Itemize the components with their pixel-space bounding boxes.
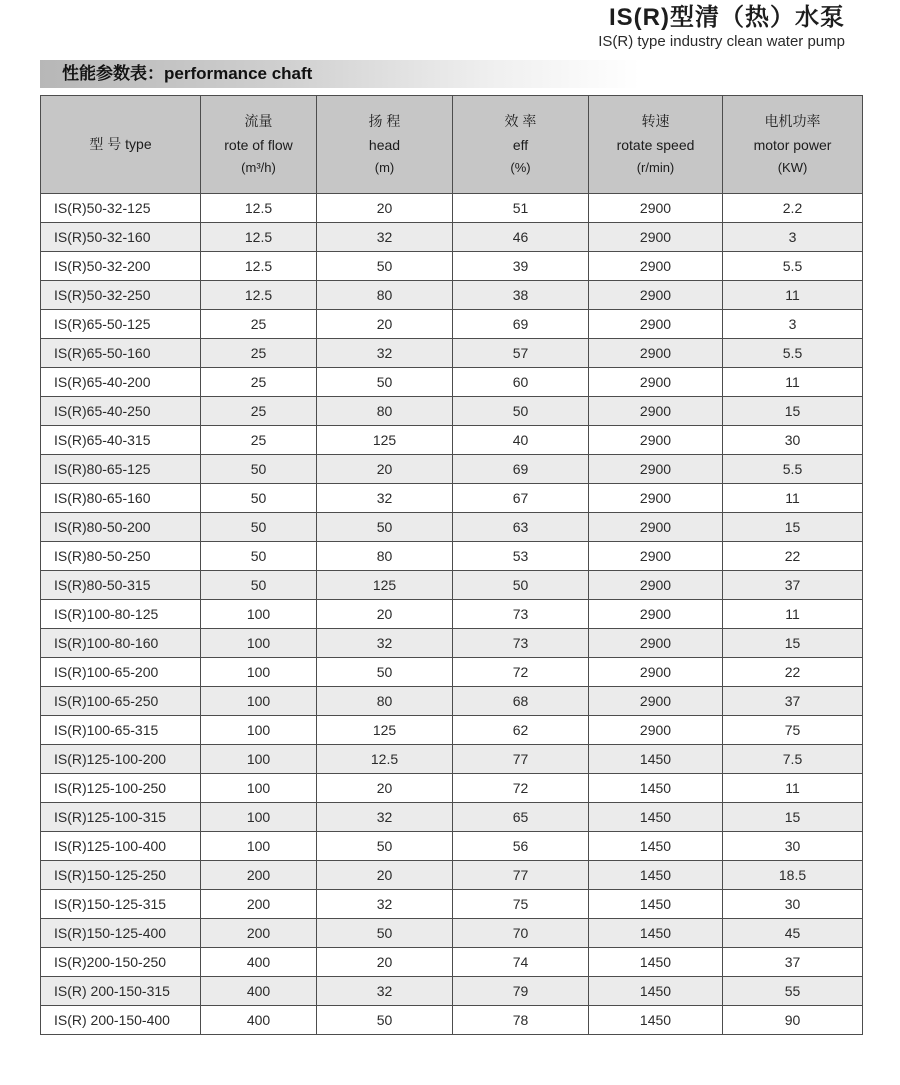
cell-model: IS(R)80-50-315	[41, 570, 201, 599]
cell-flow: 100	[201, 715, 317, 744]
cell-flow: 200	[201, 860, 317, 889]
cell-head: 20	[317, 193, 453, 222]
cell-power: 11	[723, 367, 863, 396]
table-row	[41, 309, 863, 338]
table-row	[41, 222, 863, 251]
cell-flow: 100	[201, 628, 317, 657]
cell-flow: 400	[201, 947, 317, 976]
table-row	[41, 976, 863, 1005]
cell-power: 22	[723, 541, 863, 570]
cell-eff: 67	[453, 483, 589, 512]
cell-head: 32	[317, 802, 453, 831]
cell-speed: 2900	[589, 715, 723, 744]
cell-power: 11	[723, 280, 863, 309]
cell-flow: 12.5	[201, 280, 317, 309]
table-row	[41, 367, 863, 396]
cell-flow: 100	[201, 773, 317, 802]
cell-eff: 70	[453, 918, 589, 947]
cell-power: 30	[723, 425, 863, 454]
cell-eff: 74	[453, 947, 589, 976]
cell-eff: 62	[453, 715, 589, 744]
cell-speed: 2900	[589, 367, 723, 396]
cell-speed: 1450	[589, 1005, 723, 1034]
cell-flow: 25	[201, 396, 317, 425]
cell-speed: 2900	[589, 599, 723, 628]
table-row	[41, 251, 863, 280]
cell-eff: 39	[453, 251, 589, 280]
cell-flow: 12.5	[201, 222, 317, 251]
cell-speed: 2900	[589, 425, 723, 454]
cell-power: 18.5	[723, 860, 863, 889]
table-header	[41, 95, 863, 193]
cell-head: 32	[317, 976, 453, 1005]
cell-power: 15	[723, 628, 863, 657]
cell-eff: 50	[453, 570, 589, 599]
table-row	[41, 657, 863, 686]
cell-speed: 2900	[589, 483, 723, 512]
cell-eff: 77	[453, 744, 589, 773]
table-row	[41, 947, 863, 976]
cell-model: IS(R)100-80-160	[41, 628, 201, 657]
cell-eff: 40	[453, 425, 589, 454]
cell-power: 11	[723, 483, 863, 512]
cell-flow: 50	[201, 570, 317, 599]
cell-flow: 100	[201, 657, 317, 686]
cell-model: IS(R) 200-150-315	[41, 976, 201, 1005]
cell-head: 125	[317, 715, 453, 744]
cell-flow: 25	[201, 338, 317, 367]
table-row	[41, 802, 863, 831]
cell-speed: 1450	[589, 831, 723, 860]
cell-model: IS(R)80-50-250	[41, 541, 201, 570]
cell-head: 20	[317, 860, 453, 889]
table-row	[41, 280, 863, 309]
cell-power: 37	[723, 947, 863, 976]
cell-head: 50	[317, 918, 453, 947]
cell-eff: 68	[453, 686, 589, 715]
cell-eff: 75	[453, 889, 589, 918]
cell-eff: 69	[453, 309, 589, 338]
cell-eff: 78	[453, 1005, 589, 1034]
cell-head: 50	[317, 251, 453, 280]
cell-speed: 2900	[589, 338, 723, 367]
cell-model: IS(R)150-125-315	[41, 889, 201, 918]
col-header-power-en: motor power	[753, 137, 832, 154]
cell-model: IS(R)65-50-160	[41, 338, 201, 367]
cell-speed: 2900	[589, 686, 723, 715]
cell-speed: 2900	[589, 541, 723, 570]
cell-flow: 25	[201, 425, 317, 454]
table-row	[41, 1005, 863, 1034]
cell-speed: 1450	[589, 860, 723, 889]
cell-power: 37	[723, 570, 863, 599]
table-row	[41, 628, 863, 657]
cell-eff: 72	[453, 773, 589, 802]
cell-flow: 400	[201, 976, 317, 1005]
cell-model: IS(R) 200-150-400	[41, 1005, 201, 1034]
col-header-speed-unit: (r/min)	[636, 160, 675, 176]
cell-model: IS(R)65-40-200	[41, 367, 201, 396]
table-row	[41, 396, 863, 425]
col-header-eff	[453, 95, 589, 193]
page-title-cn: IS(R)型清（热）水泵	[609, 4, 845, 31]
cell-speed: 1450	[589, 918, 723, 947]
cell-power: 30	[723, 831, 863, 860]
title-block	[0, 0, 900, 52]
cell-model: IS(R)80-50-200	[41, 512, 201, 541]
cell-flow: 100	[201, 599, 317, 628]
cell-head: 32	[317, 889, 453, 918]
page-title-en: IS(R) type industry clean water pump	[598, 32, 845, 50]
cell-power: 5.5	[723, 454, 863, 483]
cell-head: 125	[317, 425, 453, 454]
cell-power: 2.2	[723, 193, 863, 222]
cell-speed: 2900	[589, 657, 723, 686]
col-header-speed-cn: 转速	[641, 113, 670, 130]
col-header-eff-cn: 效 率	[504, 113, 537, 130]
col-header-head-unit: (m)	[374, 160, 395, 176]
table-row	[41, 889, 863, 918]
cell-speed: 1450	[589, 744, 723, 773]
cell-eff: 56	[453, 831, 589, 860]
cell-power: 22	[723, 657, 863, 686]
cell-head: 32	[317, 628, 453, 657]
col-header-model-label: 型 号 type	[89, 136, 152, 153]
cell-flow: 100	[201, 744, 317, 773]
cell-head: 80	[317, 396, 453, 425]
cell-speed: 2900	[589, 193, 723, 222]
table-body	[41, 193, 863, 1034]
table-row	[41, 599, 863, 628]
col-header-eff-unit: (%)	[510, 160, 531, 176]
cell-flow: 25	[201, 309, 317, 338]
cell-speed: 2900	[589, 309, 723, 338]
col-header-speed-en: rotate speed	[616, 137, 695, 154]
col-header-flow-en: rote of flow	[224, 137, 293, 154]
cell-power: 37	[723, 686, 863, 715]
cell-head: 50	[317, 657, 453, 686]
cell-model: IS(R)80-65-160	[41, 483, 201, 512]
col-header-head	[317, 95, 453, 193]
cell-flow: 400	[201, 1005, 317, 1034]
cell-flow: 100	[201, 686, 317, 715]
cell-head: 80	[317, 280, 453, 309]
cell-head: 50	[317, 831, 453, 860]
cell-power: 5.5	[723, 338, 863, 367]
cell-model: IS(R)150-125-400	[41, 918, 201, 947]
table-row	[41, 338, 863, 367]
cell-eff: 53	[453, 541, 589, 570]
cell-speed: 2900	[589, 251, 723, 280]
cell-head: 20	[317, 599, 453, 628]
cell-eff: 63	[453, 512, 589, 541]
cell-speed: 1450	[589, 976, 723, 1005]
col-header-model	[41, 95, 201, 193]
cell-eff: 69	[453, 454, 589, 483]
cell-head: 32	[317, 222, 453, 251]
cell-power: 11	[723, 599, 863, 628]
performance-table	[40, 95, 863, 1035]
cell-flow: 25	[201, 367, 317, 396]
table-row	[41, 512, 863, 541]
col-header-head-en: head	[368, 137, 401, 154]
cell-head: 32	[317, 483, 453, 512]
section-title: 性能参数表：performance chaft	[62, 63, 313, 83]
table-row	[41, 744, 863, 773]
cell-flow: 50	[201, 483, 317, 512]
header-row	[41, 95, 863, 193]
cell-eff: 57	[453, 338, 589, 367]
cell-eff: 60	[453, 367, 589, 396]
cell-speed: 2900	[589, 222, 723, 251]
cell-eff: 38	[453, 280, 589, 309]
cell-model: IS(R)125-100-400	[41, 831, 201, 860]
table-row	[41, 425, 863, 454]
cell-model: IS(R)100-65-250	[41, 686, 201, 715]
cell-model: IS(R)80-65-125	[41, 454, 201, 483]
cell-model: IS(R)50-32-125	[41, 193, 201, 222]
table-row	[41, 831, 863, 860]
cell-speed: 1450	[589, 889, 723, 918]
col-header-flow	[201, 95, 317, 193]
cell-power: 5.5	[723, 251, 863, 280]
cell-model: IS(R)200-150-250	[41, 947, 201, 976]
cell-head: 125	[317, 570, 453, 599]
cell-model: IS(R)65-40-250	[41, 396, 201, 425]
col-header-head-cn: 扬 程	[368, 113, 401, 130]
cell-flow: 200	[201, 889, 317, 918]
table-row	[41, 454, 863, 483]
cell-eff: 72	[453, 657, 589, 686]
cell-model: IS(R)65-50-125	[41, 309, 201, 338]
cell-flow: 100	[201, 802, 317, 831]
col-header-eff-en: eff	[512, 137, 529, 154]
cell-flow: 50	[201, 454, 317, 483]
cell-power: 90	[723, 1005, 863, 1034]
cell-flow: 50	[201, 541, 317, 570]
cell-head: 80	[317, 686, 453, 715]
cell-speed: 1450	[589, 947, 723, 976]
col-header-power	[723, 95, 863, 193]
cell-eff: 46	[453, 222, 589, 251]
cell-model: IS(R)65-40-315	[41, 425, 201, 454]
cell-power: 55	[723, 976, 863, 1005]
cell-head: 50	[317, 367, 453, 396]
cell-speed: 1450	[589, 802, 723, 831]
cell-head: 80	[317, 541, 453, 570]
cell-eff: 50	[453, 396, 589, 425]
cell-power: 11	[723, 773, 863, 802]
cell-power: 3	[723, 222, 863, 251]
cell-speed: 1450	[589, 773, 723, 802]
table-row	[41, 773, 863, 802]
cell-eff: 73	[453, 599, 589, 628]
table-row	[41, 483, 863, 512]
cell-head: 50	[317, 512, 453, 541]
cell-head: 12.5	[317, 744, 453, 773]
cell-head: 20	[317, 454, 453, 483]
cell-power: 15	[723, 802, 863, 831]
cell-speed: 2900	[589, 280, 723, 309]
cell-speed: 2900	[589, 454, 723, 483]
cell-head: 20	[317, 773, 453, 802]
section-title-bar	[40, 60, 640, 88]
cell-eff: 73	[453, 628, 589, 657]
cell-flow: 12.5	[201, 193, 317, 222]
cell-flow: 100	[201, 831, 317, 860]
cell-model: IS(R)100-65-200	[41, 657, 201, 686]
table-row	[41, 860, 863, 889]
table-row	[41, 193, 863, 222]
cell-speed: 2900	[589, 512, 723, 541]
cell-eff: 51	[453, 193, 589, 222]
cell-speed: 2900	[589, 628, 723, 657]
cell-head: 20	[317, 309, 453, 338]
table-row	[41, 570, 863, 599]
cell-power: 7.5	[723, 744, 863, 773]
cell-speed: 2900	[589, 570, 723, 599]
cell-power: 15	[723, 512, 863, 541]
table-row	[41, 918, 863, 947]
col-header-flow-unit: (m³/h)	[241, 160, 276, 176]
cell-model: IS(R)100-65-315	[41, 715, 201, 744]
cell-model: IS(R)50-32-160	[41, 222, 201, 251]
cell-flow: 12.5	[201, 251, 317, 280]
cell-flow: 200	[201, 918, 317, 947]
table-row	[41, 715, 863, 744]
cell-power: 30	[723, 889, 863, 918]
cell-head: 32	[317, 338, 453, 367]
col-header-power-cn: 电机功率	[764, 113, 821, 130]
cell-power: 3	[723, 309, 863, 338]
cell-model: IS(R)50-32-250	[41, 280, 201, 309]
cell-eff: 65	[453, 802, 589, 831]
cell-model: IS(R)125-100-250	[41, 773, 201, 802]
cell-model: IS(R)150-125-250	[41, 860, 201, 889]
table-row	[41, 686, 863, 715]
cell-power: 15	[723, 396, 863, 425]
cell-speed: 2900	[589, 396, 723, 425]
cell-head: 20	[317, 947, 453, 976]
cell-eff: 77	[453, 860, 589, 889]
cell-power: 45	[723, 918, 863, 947]
cell-power: 75	[723, 715, 863, 744]
cell-head: 50	[317, 1005, 453, 1034]
table-row	[41, 541, 863, 570]
cell-model: IS(R)50-32-200	[41, 251, 201, 280]
cell-model: IS(R)125-100-315	[41, 802, 201, 831]
cell-model: IS(R)100-80-125	[41, 599, 201, 628]
cell-eff: 79	[453, 976, 589, 1005]
col-header-flow-cn: 流量	[244, 113, 273, 130]
col-header-power-unit: (KW)	[777, 160, 808, 176]
col-header-speed	[589, 95, 723, 193]
cell-model: IS(R)125-100-200	[41, 744, 201, 773]
cell-flow: 50	[201, 512, 317, 541]
